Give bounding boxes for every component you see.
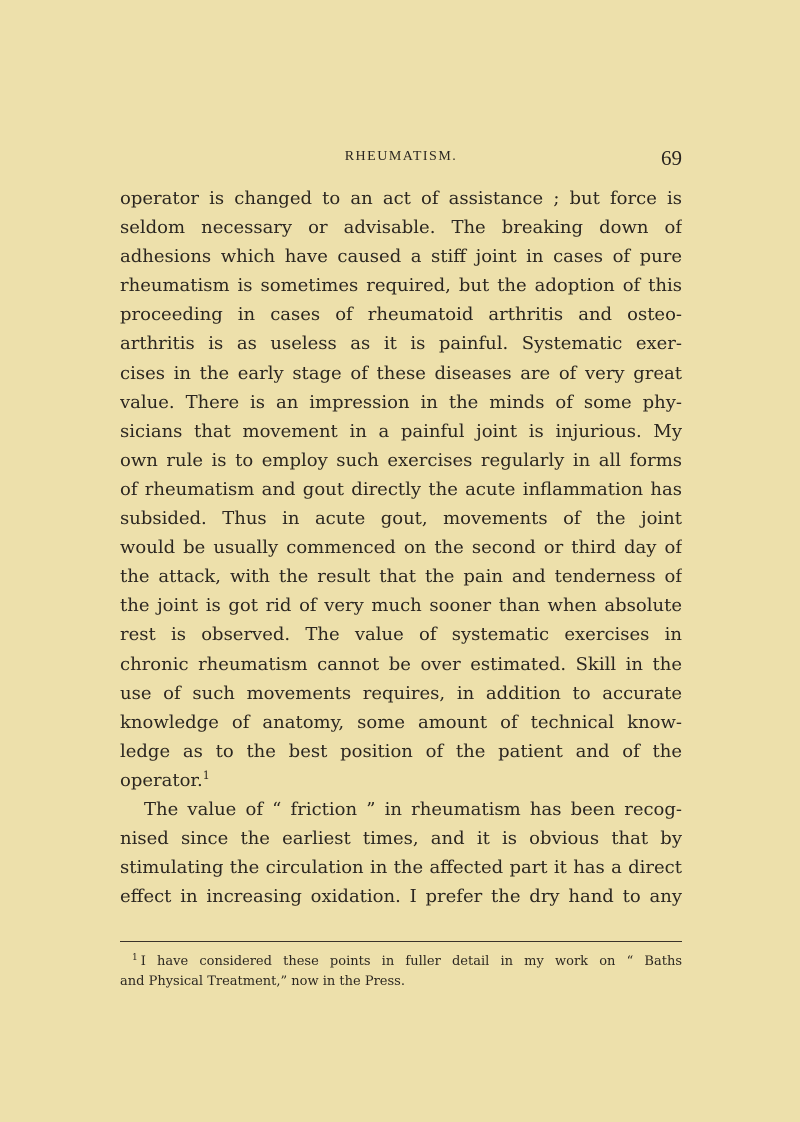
text-line: value. There is an impression in the minds of some phy-: [120, 391, 682, 413]
text-line: cises in the early stage of these diseases are of very great: [120, 362, 682, 384]
text-line: arthritis is as useless as it is painful. Systematic exer-: [120, 333, 682, 355]
footnote-divider: [120, 941, 682, 942]
footnote-line: and Physical Treatment,” now in the Press.: [120, 974, 405, 989]
text-line: effect in increasing oxidation. I prefer the dry hand to any: [120, 886, 682, 908]
text-line-paragraph-start: The value of “ friction ” in rheumatism has been recog-: [144, 798, 682, 820]
footnote: [120, 952, 682, 992]
text-line: of rheumatism and gout directly the acute inflammation has: [120, 478, 682, 500]
text-line: ledge as to the best position of the patient and of the: [120, 740, 682, 762]
text-line: own rule is to employ such exercises regularly in all forms: [120, 449, 682, 471]
text-line: subsided. Thus in acute gout, movements of the joint: [120, 508, 682, 530]
footnote-reference[interactable]: 1: [202, 768, 210, 782]
text-line-paragraph-end: [120, 766, 682, 795]
page-header: [120, 146, 682, 170]
text-line: the joint is got rid of very much sooner than when absolute: [120, 595, 682, 617]
text-line: rest is observed. The value of systematic exercises in: [120, 624, 682, 646]
text-line: knowledge of anatomy, some amount of technical know-: [120, 711, 682, 733]
text-line: the attack, with the result that the pain and tenderness of: [120, 566, 682, 588]
text-line-content: operator.: [120, 769, 203, 791]
text-line: adhesions which have caused a stiff joint in cases of pure: [120, 246, 682, 268]
page-number: 69: [661, 146, 682, 170]
text-line: use of such movements requires, in addition to accurate: [120, 682, 682, 704]
text-line: stimulating the circulation in the affected part it has a direct: [120, 857, 682, 879]
text-line: would be usually commenced on the second or third day of: [120, 537, 682, 559]
text-line: seldom necessary or advisable. The breaking down of: [120, 217, 682, 239]
text-line: rheumatism is sometimes required, but the adoption of this: [120, 275, 682, 297]
text-line: nised since the earliest times, and it is obvious that by: [120, 828, 682, 850]
text-line: sicians that movement in a painful joint is injurious. My: [120, 420, 682, 442]
text-line: chronic rheumatism cannot be over estimated. Skill in the: [120, 653, 682, 675]
running-head: RHEUMATISM.: [344, 149, 458, 164]
text-line: proceeding in cases of rheumatoid arthritis and osteo-: [120, 304, 682, 326]
footnote-line: [120, 952, 682, 972]
body-text: [120, 184, 682, 911]
footnote-text: I have considered these points in fuller detail in my work on “ Baths: [140, 954, 682, 969]
footnote-mark: 1: [132, 953, 138, 963]
text-line: operator is changed to an act of assistance ; but force is: [120, 188, 682, 209]
